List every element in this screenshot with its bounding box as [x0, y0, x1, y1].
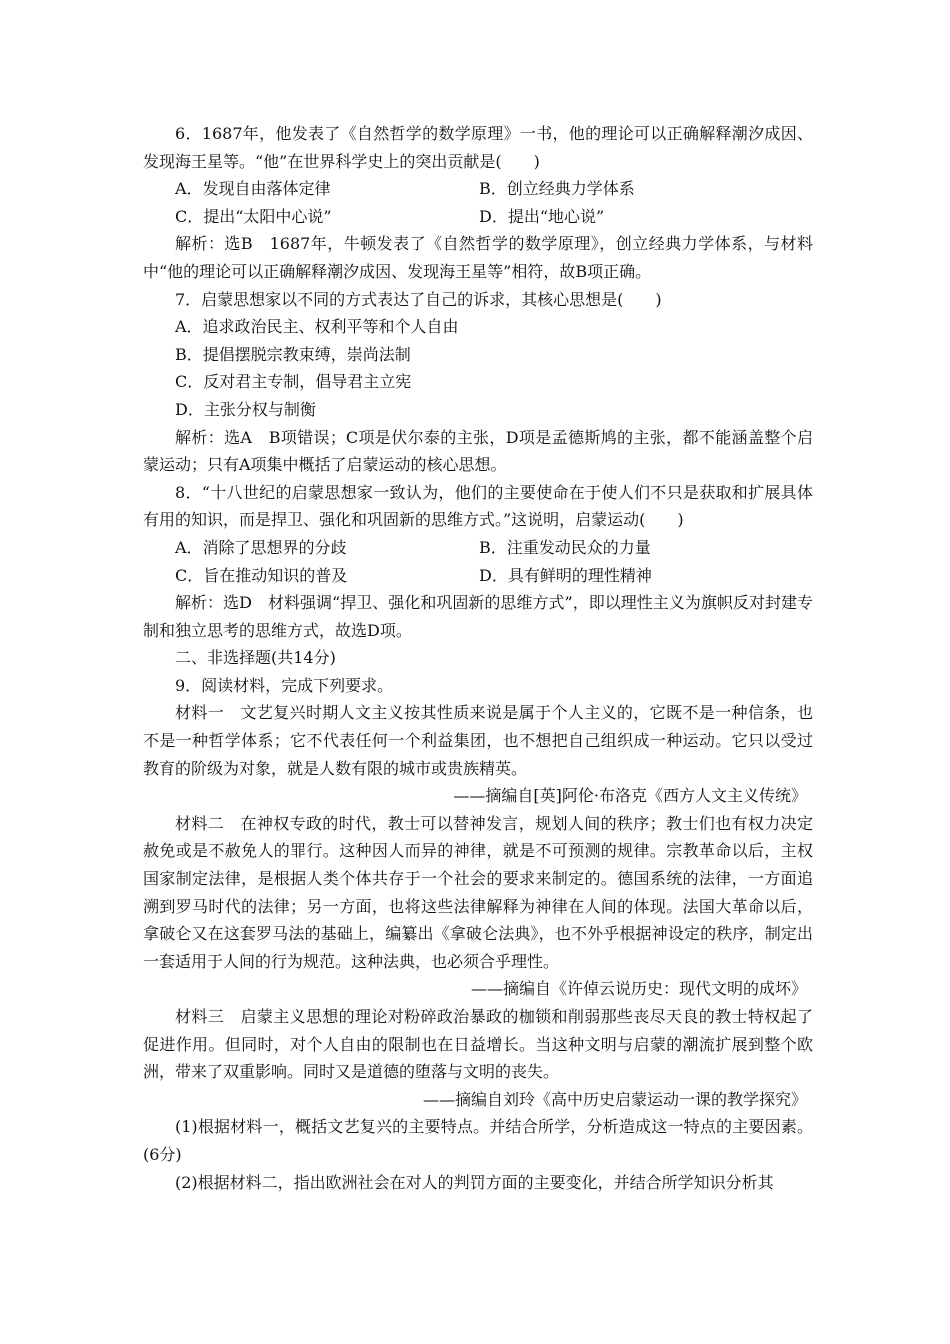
- q6-analysis: 解析：选B 1687年，牛顿发表了《自然哲学的数学原理》，创立经典力学体系，与材料中“他的理论可以正确解释潮汐成因、发现海王星等”相符，故B项正确。: [143, 234, 813, 281]
- q6-option-a: A．发现自由落体定律: [175, 179, 331, 199]
- q9-material-2-source: ——摘编自《许倬云说历史：现代文明的成坏》: [470, 979, 807, 999]
- q8-analysis: 解析：选D 材料强调“捍卫、强化和巩固新的思维方式”，即以理性主义为旗帜反对封建专制和独立思考的思维方式，故选D项。: [143, 593, 813, 640]
- q6-option-c: C．提出“太阳中心说”: [175, 206, 332, 226]
- q9-stem: 9．阅读材料，完成下列要求。: [175, 675, 394, 695]
- q8-option-b: B．注重发动民众的力量: [479, 537, 651, 557]
- document-page: [143, 120, 813, 1196]
- q9-subquestion-1: (1)根据材料一，概括文艺复兴的主要特点。并结合所学，分析造成这一特点的主要因素。(6分): [143, 1117, 813, 1164]
- q8-options-row-2: [143, 562, 813, 590]
- q7-option-c: C．反对君主专制，倡导君主立宪: [175, 372, 412, 392]
- q8-stem: 8．“十八世纪的启蒙思想家一致认为，他们的主要使命在于使人们不只是获取和扩展具体有用的知识，而是捍卫、强化和巩固新的思维方式。”这说明，启蒙运动( ): [143, 482, 813, 530]
- q7-option-a: A．追求政治民主、权利平等和个人自由: [175, 317, 459, 337]
- q8-option-c: C．旨在推动知识的普及: [175, 565, 348, 585]
- q9-material-3: 材料三 启蒙主义思想的理论对粉碎政治暴政的枷锁和削弱那些丧尽天良的教士特权起了促进作用。但同时，对个人自由的限制也在日益增长。当这种文明与启蒙的潮流扩展到整个欧洲，带来了双重影响。同时又是道德的堕落与文明的丧失。: [143, 1007, 813, 1082]
- q6-option-d: D．提出“地心说”: [479, 206, 605, 226]
- q9-material-3-source: ——摘编自刘玲《高中历史启蒙运动一课的教学探究》: [422, 1089, 807, 1109]
- q6-options-row-2: [143, 203, 813, 231]
- q9-material-1-source: ——摘编自[英]阿伦·布洛克《西方人文主义传统》: [453, 786, 807, 806]
- q9-material-2: 材料二 在神权专政的时代，教士可以替神发言，规划人间的秩序；教士们也有权力决定赦免或是不赦免人的罪行。这种因人而异的神律，就是不可预测的规律。宗教革命以后，主权国家制定法律，是根据人类个体共存于一个社会的要求来制定的。德国系统的法律，一方面追溯到罗马时代的法律；另一方面，也将这些法律解释为神律在人间的体现。法国大革命以后，拿破仑又在这套罗马法的基础上，编纂出《拿破仑法典》，也不外乎根据神设定的秩序，制定出一套适用于人间的行为规范。这种法典，也必须合乎理性。: [143, 813, 813, 971]
- q9-subquestion-2: (2)根据材料二，指出欧洲社会在对人的判罚方面的主要变化，并结合所学知识分析其: [175, 1172, 774, 1192]
- q9-material-1: 材料一 文艺复兴时期人文主义按其性质来说是属于个人主义的，它既不是一种信条，也不是一种哲学体系；它不代表任何一个利益集团，也不想把自己组织成一种运动。它只以受过教育的阶级为对象，就是人数有限的城市或贵族精英。: [143, 703, 813, 778]
- q6-stem: 6．1687年，他发表了《自然哲学的数学原理》一书，他的理论可以正确解释潮汐成因、发现海王星等。“他”在世界科学史上的突出贡献是( ): [143, 124, 813, 171]
- q7-analysis: 解析：选A B项错误；C项是伏尔泰的主张，D项是孟德斯鸠的主张，都不能涵盖整个启蒙运动；只有A项集中概括了启蒙运动的核心思想。: [143, 427, 813, 475]
- q7-stem: 7．启蒙思想家以不同的方式表达了自己的诉求，其核心思想是( ): [175, 289, 662, 309]
- q6-options-row-1: [143, 175, 813, 203]
- q8-option-d: D．具有鲜明的理性精神: [479, 565, 652, 585]
- q7-option-b: B．提倡摆脱宗教束缚，崇尚法制: [175, 344, 411, 364]
- q8-options-row-1: [143, 534, 813, 562]
- q7-option-d: D．主张分权与制衡: [175, 399, 316, 419]
- q8-option-a: A．消除了思想界的分歧: [175, 537, 347, 557]
- q6-option-b: B．创立经典力学体系: [479, 179, 635, 199]
- section-heading: 二、非选择题(共14分): [175, 648, 336, 668]
